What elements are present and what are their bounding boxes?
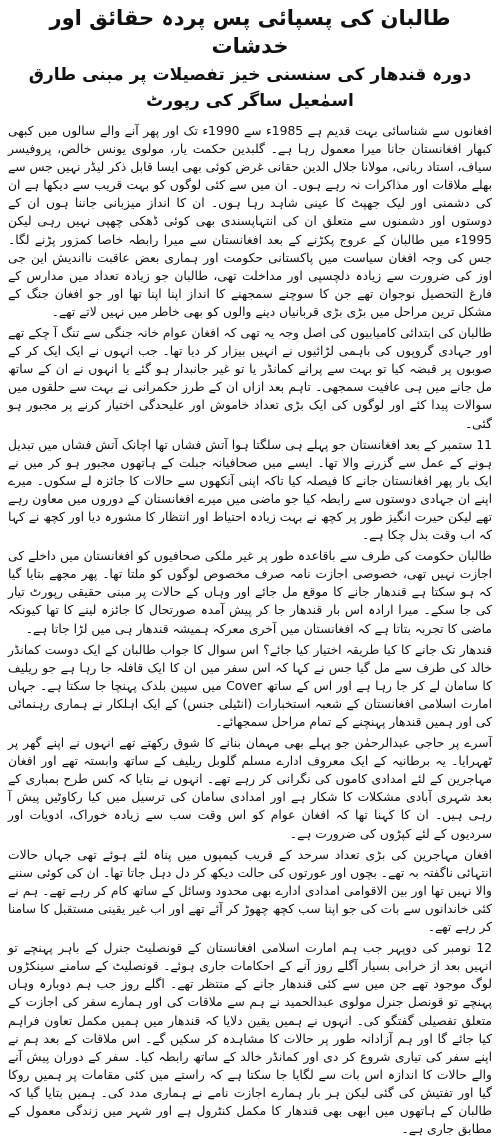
article-headline: طالبان کی پسپائی پس پردہ حقائق اور خدشات	[49, 6, 451, 58]
article-paragraph: افغان مہاجرین کی بڑی تعداد سرحد کے قریب کیمپوں میں پناہ لئے ہوئے تھی جہاں حالات انتہائی ناگفتہ بہ تھے۔ بچوں اور عورتوں کی حالت دیکھ کر دل دہل جاتا تھا۔ ان کی کوئی سننے والا نہیں تھا اور بین الاقوامی امدادی ادارے بھی محدود وسائل کے ساتھ کام کر رہے تھے۔ ہم نے کئی خاندانوں سے بات کی جو اپنا سب کچھ چھوڑ کر آئے تھے اور اب غیر یقینی مستقبل کا سامنا کر رہے تھے۔	[8, 847, 492, 935]
article-paragraph: طالبان کی ابتدائی کامیابیوں کی اصل وجہ یہ تھی کہ افغان عوام خانہ جنگی سے تنگ آ چکے تھے اور جہادی گروپوں کی باہمی لڑائیوں نے انہیں بیزار کر دیا تھا۔ جب انہوں نے ایک ایک کر کے صوبوں پر قبضہ کیا تو بہت سے پرانے کمانڈر یا تو غیر جانبدار ہو گئے یا انہوں نے ان کے ساتھ مل جانے میں ہی عافیت سمجھی۔ تاہم بعد ازاں ان کے طرز حکمرانی نے بہت سے حلقوں میں سوالات پیدا کئے اور لوگوں کی ایک بڑی تعداد خاموش اور علیحدگی اختیار کرنے پر مجبور ہو گئی۔	[8, 326, 492, 431]
article-subheadline: دورہ قندھار کی سنسنی خیز تفصیلات پر مبنی طارق اسمٰعیل ساگر کی رپورٹ	[28, 65, 472, 111]
article-paragraph: آسرے پر حاجی عبدالرحمٰن جو پہلے بھی مہمان بنانے کا شوق رکھتے تھے انہوں نے اپنے گھر پر ٹھہرایا۔ یہ برطانیہ کے ایک معروف ادارے مسلم گلوبل ریلیف کے ساتھ وابستہ تھے اور افغان مہاجرین کے لئے امدادی کاموں کی نگرانی کر رہے تھے۔ انہوں نے بتایا کہ کس طرح بمباری کے بعد شہری آبادی مشکلات کا شکار ہے اور امدادی سامان کی ترسیل میں کیا رکاوٹیں پیش آ رہی ہیں۔ ان کا کہنا تھا کہ افغان عوام کو اس وقت سب سے زیادہ خوراک، ادویات اور سردیوں کے لئے کپڑوں کی ضرورت ہے۔	[8, 736, 492, 841]
article-body	[8, 122, 492, 1138]
article-paragraph: 11 ستمبر کے بعد افغانستان جو پہلے ہی سلگتا ہوا آتش فشاں تھا اچانک آتش فشاں میں تبدیل ہونے کے عمل سے گزرنے والا تھا۔ ایسے میں صحافیانہ جبلت کے ہاتھوں مجبور ہو کر میں نے ایک بار پھر افغانستان جانے کا فیصلہ کیا تاکہ اپنی آنکھوں سے حالات کا جائزہ لے سکوں۔ میرے اپنے ان جہادی دوستوں سے رابطہ کیا جو ماضی میں میرے افغانستان کے دوروں میں معاون رہے تھے لیکن حیرت انگیز طور پر کچھ نے بہت زیادہ احتیاط اور انتظار کا مشورہ دیا اور کچھ نے کہا کہ اب وقت بدل چکا ہے۔	[8, 437, 492, 543]
article-paragraph: 12 نومبر کی دوپہر جب ہم امارت اسلامی افغانستان کے قونصلیٹ جنرل کے باہر پہنچے تو انہیں بعد از خرابی بسیار آگلے روز آنے کے احکامات جاری ہوئے۔ قونصلیٹ کے سامنے سینکڑوں لوگ موجود تھے جن میں سے کئی قندھار جانے کے منتظر تھے۔ اگلے روز جب ہم دوبارہ وہاں پہنچے تو قونصل جنرل مولوی عبدالحمید نے ہم سے ملاقات کی اور ہمارے سفر کی اجازت کے متعلق تفصیلی گفتگو کی۔ انہوں نے ہمیں یقین دلایا کہ قندھار میں ہمیں مکمل تعاون فراہم کیا جائے گا اور ہم آزادانہ طور پر حالات کا مشاہدہ کر سکیں گے۔ اس ملاقات کے بعد ہم نے اپنے سفر کی تیاری شروع کر دی اور کمانڈر خالد کے ساتھ رابطہ کیا۔ سفر کے دوران پیش آنے والے حالات کا اندازہ اس بات سے لگایا جا سکتا ہے کہ راستے میں کئی مقامات پر ہمیں روکا گیا اور تفتیش کی گئی لیکن ہر بار ہمارے اجازت نامے نے ہماری مدد کی۔ ہمیں بتایا گیا کہ طالبان کے ہاتھوں میں ابھی بھی قندھار کا مکمل کنٹرول ہے اور شہر میں زندگی معمول کے مطابق جاری ہے۔	[8, 941, 492, 1137]
article-paragraph: افغانوں سے شناسائی بہت قدیم ہے 1985ء سے 1990ء تک اور پھر آنے والے سالوں میں کبھی کبھار افغانستان جانا میرا معمول رہا ہے۔ گلبدین حکمت یار، مولوی یونس خالص، پروفیسر سیاف، استاد ربانی، مولانا جلال الدین حقانی غرض کوئی بھی ایسا قابل ذکر لیڈر نہیں جس سے بھلے ملاقات اور مذاکرات نہ رہے ہوں۔ ان میں سے کئی لوگوں کو بہت قریب سے دیکھا ہے ان کی دشمنی اور لیک جھپٹ کا عینی شاہد رہا ہوں۔ ان کا انداز میزبانی جاننا ہوں ان کے دوستوں اور دشمنوں سے متعلق ان کی انتہاپسندی بھی کوئی ڈھکی چھپی نہیں رہی لیکن 1995ء میں طالبان کے عروج پکڑنے کے بعد افغانستان سے میرا رابطہ خاصا کمزور پڑنے لگا۔ جس کی وجہ افغان سیاست میں پاکستانی حکومت اور ہماری بعض عاقبت نااندیش این جی اوز کی ضرورت سے زیادہ دلچسپی اور مداخلت تھی، طالبان جو زیادہ تعداد میں مدارس کے فارغ التحصیل نوجوان تھے جن کا سوچنے سمجھنے کا انداز اپنا اپنا تھا اور جو افغان جنگ کے مشکل ترین مراحل میں بڑی بڑی قربانیاں دینے والوں کو بھی خاطر میں نہیں لاتے تھے۔	[8, 124, 493, 319]
article-paragraph: طالبان حکومت کی طرف سے باقاعدہ طور پر غیر ملکی صحافیوں کو افغانستان میں داخلے کی اجازت نہیں تھی، خصوصی اجازت نامہ صرف مخصوص لوگوں کو ملتا تھا۔ پھر مجھے بتایا گیا کہ ہو سکتا ہے قندھار جانے کا موقع مل جائے اور وہاں کے حالات پر مبنی حقیقی رپورٹ تیار کی جا سکے۔ میرا ارادہ اس بار قندھار جا کر پیش آمدہ صورتحال کا جائزہ لینے کا تھا کیونکہ ماضی کا تجربہ بتاتا ہے کہ افغانستان میں آخری معرکہ ہمیشہ قندھار ہی میں لڑا جاتا ہے۔	[8, 549, 492, 636]
article-paragraph: قندھار تک جانے کا کیا طریقہ اختیار کیا جائے؟ اس سوال کا جواب طالبان کے ایک دوست کمانڈر خالد کی طرف سے مل گیا جس نے کہا کہ اس سفر میں ان کا ایک قافلہ جا رہا ہے جو ریلیف کا سامان لے کر جا رہا ہے اور اس کے ساتھ Cover میں سپین بلدک پہنچا جا سکتا ہے۔ جہاں امارت اسلامی افغانستان کے شعبہ استخبارات (انٹیلی جنس) کے ایک اہلکار نے ہماری رہنمائی کی اور ہمیں قندھار پہنچنے کے تمام مراحل سمجھائے۔	[8, 642, 492, 729]
